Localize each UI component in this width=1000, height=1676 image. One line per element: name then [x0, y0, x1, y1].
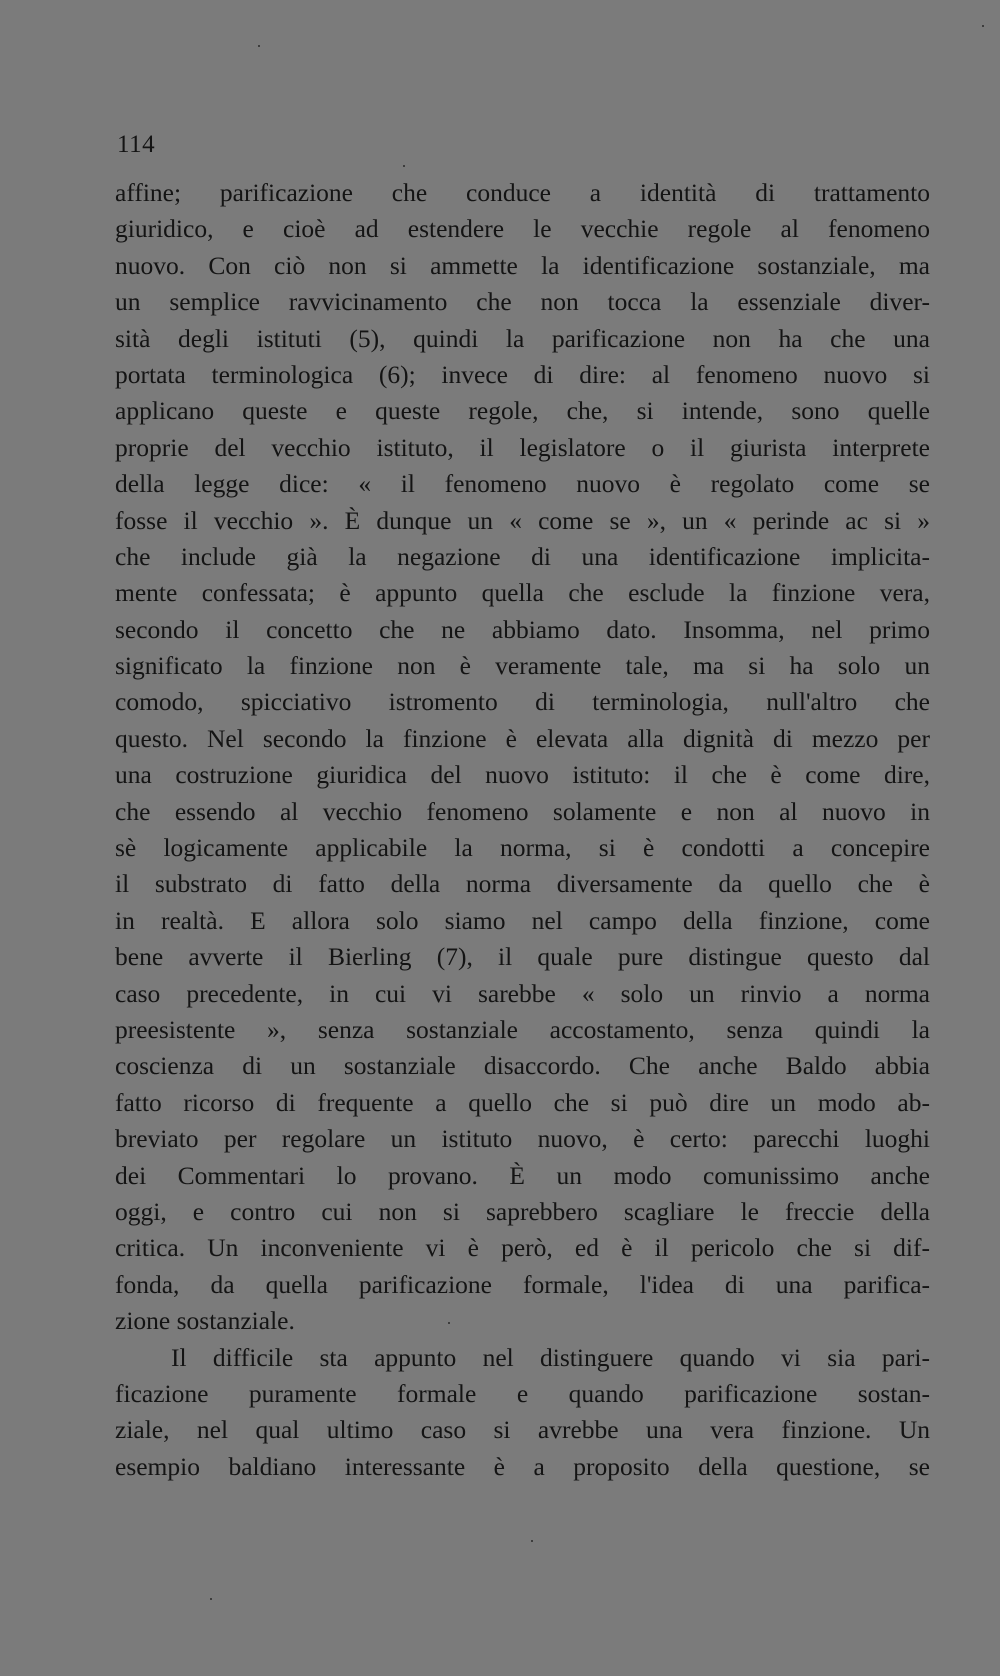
text-line: affine; parificazione che conduce a identità di trattamento: [115, 178, 930, 207]
text-line: della legge dice: « il fenomeno nuovo è regolato come se: [115, 469, 930, 499]
text-line: secondo il concetto che ne abbiamo dato. Insomma, nel primo: [115, 614, 930, 644]
text-line: esempio baldiano interessante è a proposito della questione, se: [115, 1451, 930, 1481]
text-line: sità degli istituti (5), quindi la parificazione non ha che una: [115, 323, 930, 353]
text-line: ficazione puramente formale e quando parificazione sostan-: [115, 1378, 930, 1408]
text-line: sè logicamente applicabile la norma, si è condotti a concepire: [115, 833, 930, 863]
text-line: giuridico, e cioè ad estendere le vecchie regole al fenomeno: [115, 214, 930, 244]
body-text: [115, 175, 930, 1485]
text-line: preesistente », senza sostanziale accostamento, senza quindi la: [115, 1014, 930, 1044]
scan-speck: [403, 165, 405, 167]
text-line: questo. Nel secondo la finzione è elevata alla dignità di mezzo per: [115, 723, 930, 753]
text-line-paragraph-end: zione sostanziale.: [115, 1306, 295, 1336]
text-line: mente confessata; è appunto quella che esclude la finzione vera,: [115, 578, 930, 608]
text-line: fonda, da quella parificazione formale, l'idea di una parifica-: [115, 1269, 930, 1299]
text-line: il substrato di fatto della norma diversamente da quello che è: [115, 869, 930, 899]
scan-speck: [210, 1598, 212, 1600]
scan-speck: [982, 25, 984, 27]
text-line: oggi, e contro cui non si saprebbero scagliare le freccie della: [115, 1196, 930, 1226]
text-line: che include già la negazione di una identificazione implicita-: [115, 541, 930, 571]
text-line: significato la finzione non è veramente tale, ma si ha solo un: [115, 651, 930, 681]
text-line: coscienza di un sostanziale disaccordo. Che anche Baldo abbia: [115, 1051, 930, 1081]
text-line: caso precedente, in cui vi sarebbe « solo un rinvio a norma: [115, 978, 930, 1008]
text-line: critica. Un inconveniente vi è però, ed è il pericolo che si dif-: [115, 1233, 930, 1263]
text-line-paragraph-start: Il difficile sta appunto nel distinguere quando vi sia pari-: [171, 1342, 930, 1372]
text-line: proprie del vecchio istituto, il legislatore o il giurista interprete: [115, 432, 930, 462]
page-number: 114: [117, 131, 156, 158]
text-line: che essendo al vecchio fenomeno solamente e non al nuovo in: [115, 796, 930, 826]
scan-speck: [258, 45, 260, 47]
text-line: bene avverte il Bierling (7), il quale pure distingue questo dal: [115, 942, 930, 972]
text-line: portata terminologica (6); invece di dire: al fenomeno nuovo si: [115, 359, 930, 389]
text-line: fosse il vecchio ». È dunque un « come se », un « perinde ac si »: [115, 505, 930, 535]
text-line: breviato per regolare un istituto nuovo, è certo: parecchi luoghi: [115, 1124, 930, 1154]
text-line: dei Commentari lo provano. È un modo comunissimo anche: [115, 1160, 930, 1190]
text-line: fatto ricorso di frequente a quello che si può dire un modo ab-: [115, 1087, 930, 1117]
text-line: ziale, nel qual ultimo caso si avrebbe una vera finzione. Un: [115, 1415, 930, 1445]
scan-speck: [448, 1322, 450, 1324]
text-line: un semplice ravvicinamento che non tocca la essenziale diver-: [115, 287, 930, 317]
text-line: in realtà. E allora solo siamo nel campo della finzione, come: [115, 905, 930, 935]
text-line: applicano queste e queste regole, che, si intende, sono quelle: [115, 396, 930, 426]
scan-speck: [531, 1540, 533, 1542]
text-line: una costruzione giuridica del nuovo istituto: il che è come dire,: [115, 760, 930, 790]
text-line: comodo, spicciativo istromento di terminologia, null'altro che: [115, 687, 930, 717]
text-line: nuovo. Con ciò non si ammette la identificazione sostanziale, ma: [115, 250, 930, 280]
